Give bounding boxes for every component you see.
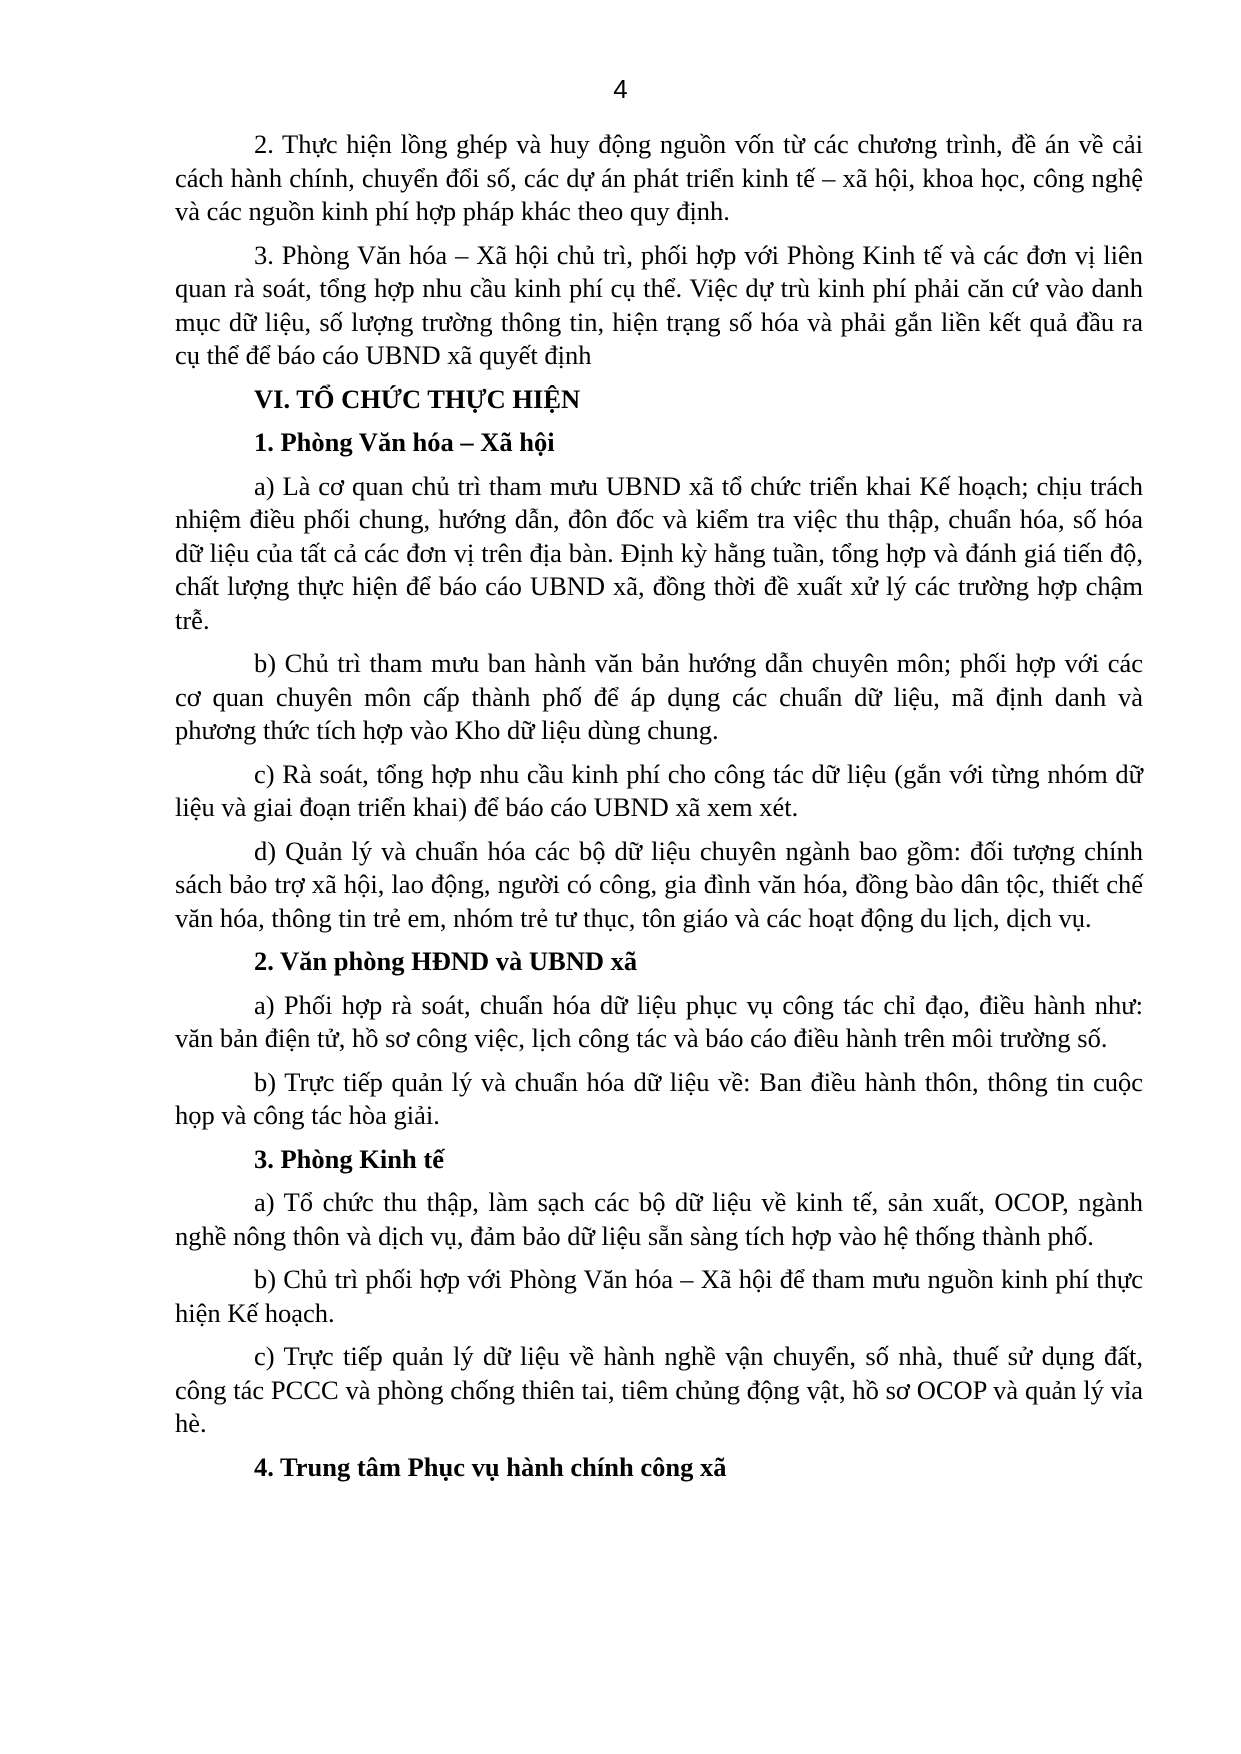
paragraph: 3. Phòng Văn hóa – Xã hội chủ trì, phối hợp với Phòng Kinh tế và các đơn vị liên quan rà soát, tổng hợp nhu cầu kinh phí cụ thể. Việc dự trù kinh phí phải căn cứ vào danh mục dữ liệu, số lượng trường thông tin, hiện trạng số hóa và phải gắn liền kết quả đầu ra cụ thể để báo cáo UBND xã quyết định bbox=[175, 239, 1143, 370]
subsection-heading: 3. Phòng Kinh tế bbox=[254, 1143, 444, 1174]
section-heading: VI. TỔ CHỨC THỰC HIỆN bbox=[254, 383, 581, 414]
subsection-heading: 2. Văn phòng HĐND và UBND xã bbox=[254, 946, 638, 976]
paragraph: a) Phối hợp rà soát, chuẩn hóa dữ liệu phục vụ công tác chỉ đạo, điều hành như: văn bản điện tử, hồ sơ công việc, lịch công tác và báo cáo điều hành trên môi trường số. bbox=[175, 989, 1143, 1053]
paragraph: c) Rà soát, tổng hợp nhu cầu kinh phí cho công tác dữ liệu (gắn với từng nhóm dữ liệu và giai đoạn triển khai) để báo cáo UBND xã xem xét. bbox=[175, 758, 1143, 822]
document-body bbox=[175, 128, 1143, 1494]
paragraph: b) Chủ trì phối hợp với Phòng Văn hóa – Xã hội để tham mưu nguồn kinh phí thực hiện Kế hoạch. bbox=[175, 1264, 1143, 1328]
subsection-heading: 4. Trung tâm Phục vụ hành chính công xã bbox=[254, 1451, 727, 1482]
page-number: 4 bbox=[613, 74, 628, 104]
paragraph: d) Quản lý và chuẩn hóa các bộ dữ liệu chuyên ngành bao gồm: đối tượng chính sách bảo trợ xã hội, lao động, người có công, gia đình văn hóa, đồng bào dân tộc, thiết chế văn hóa, thông tin trẻ em, nhóm trẻ tư thục, tôn giáo và các hoạt động du lịch, dịch vụ. bbox=[175, 835, 1143, 933]
paragraph: b) Chủ trì tham mưu ban hành văn bản hướng dẫn chuyên môn; phối hợp với các cơ quan chuyên môn cấp thành phố để áp dụng các chuẩn dữ liệu, mã định danh và phương thức tích hợp vào Kho dữ liệu dùng chung. bbox=[175, 648, 1143, 745]
paragraph: 2. Thực hiện lồng ghép và huy động nguồn vốn từ các chương trình, đề án về cải cách hành chính, chuyển đổi số, các dự án phát triển kinh tế – xã hội, khoa học, công nghệ và các nguồn kinh phí hợp pháp khác theo quy định. bbox=[175, 129, 1143, 226]
paragraph: a) Tổ chức thu thập, làm sạch các bộ dữ liệu về kinh tế, sản xuất, OCOP, ngành nghề nông thôn và dịch vụ, đảm bảo dữ liệu sẵn sàng tích hợp vào hệ thống thành phố. bbox=[175, 1187, 1143, 1251]
paragraph: b) Trực tiếp quản lý và chuẩn hóa dữ liệu về: Ban điều hành thôn, thông tin cuộc họp và công tác hòa giải. bbox=[175, 1066, 1143, 1130]
subsection-heading: 1. Phòng Văn hóa – Xã hội bbox=[254, 427, 555, 457]
paragraph: a) Là cơ quan chủ trì tham mưu UBND xã tổ chức triển khai Kế hoạch; chịu trách nhiệm điều phối chung, hướng dẫn, đôn đốc và kiểm tra việc thu thập, chuẩn hóa, số hóa dữ liệu của tất cả các đơn vị trên địa bàn. Định kỳ hằng tuần, tổng hợp và đánh giá tiến độ, chất lượng thực hiện để báo cáo UBND xã, đồng thời đề xuất xử lý các trường hợp chậm trễ. bbox=[175, 470, 1143, 635]
paragraph: c) Trực tiếp quản lý dữ liệu về hành nghề vận chuyển, số nhà, thuế sử dụng đất, công tác PCCC và phòng chống thiên tai, tiêm chủng động vật, hồ sơ OCOP và quản lý vỉa hè. bbox=[175, 1341, 1143, 1438]
